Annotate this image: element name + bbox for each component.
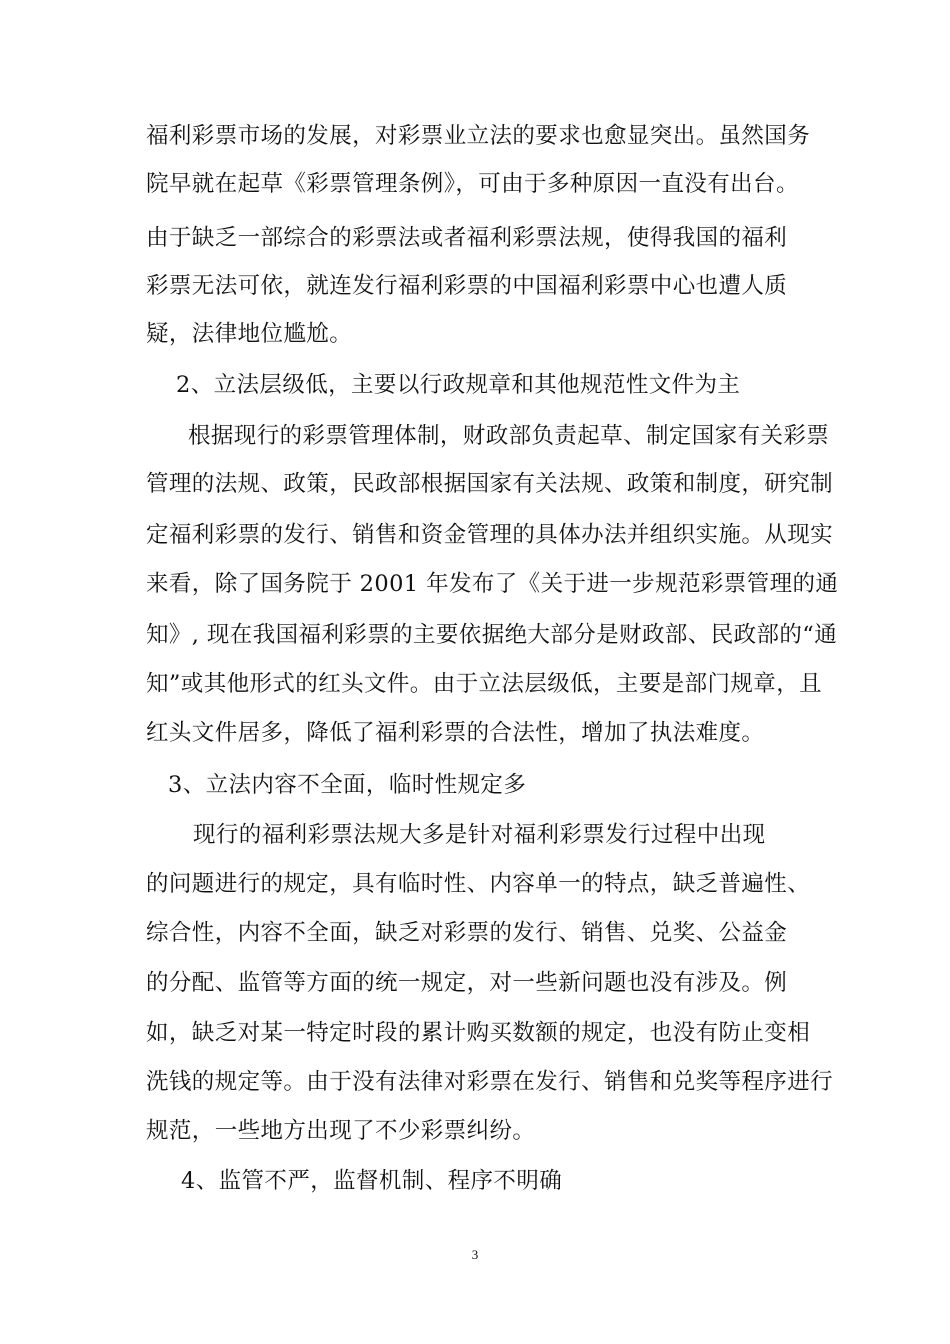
text-line-11: 知》, 现在我国福利彩票的主要依据绝大部分是财政部、民政部的“通 xyxy=(146,622,838,648)
section-heading-2: 2、立法层级低，主要以行政规章和其他规范性文件为主 xyxy=(176,372,741,398)
text-line-2: 院早就在起草《彩票管理条例》，可由于多种原因一直没有出台。 xyxy=(146,171,799,197)
text-line-16: 的问题进行的规定，具有临时性、内容单一的特点，缺乏普遍性、 xyxy=(146,871,811,897)
text-line-18: 的分配、监管等方面的统一规定，对一些新问题也没有涉及。例 xyxy=(146,970,788,996)
text-line-4: 彩票无法可依，就连发行福利彩票的中国福利彩票中心也遭人质 xyxy=(146,273,788,299)
text-line-15: 现行的福利彩票法规大多是针对福利彩票发行过程中出现 xyxy=(193,822,766,848)
section-heading-3: 3、立法内容不全面，临时性规定多 xyxy=(168,772,527,798)
section-heading-4: 4、监管不严，监督机制、程序不明确 xyxy=(181,1168,563,1194)
text-line-17: 综合性，内容不全面，缺乏对彩票的发行、销售、兑奖、公益金 xyxy=(146,920,788,946)
text-line-13: 红头文件居多，降低了福利彩票的合法性，增加了执法难度。 xyxy=(146,720,765,746)
page-number: 3 xyxy=(471,1247,479,1262)
text-line-10: 来看，除了国务院于 2001 年发布了《关于进一步规范彩票管理的通 xyxy=(146,571,839,597)
text-line-3: 由于缺乏一部综合的彩票法或者福利彩票法规，使得我国的福利 xyxy=(146,225,788,251)
text-line-20: 洗钱的规定等。由于没有法律对彩票在发行、销售和兑奖等程序进行 xyxy=(146,1069,834,1095)
text-line-12: 知”或其他形式的红头文件。由于立法层级低，主要是部门规章，且 xyxy=(146,671,823,697)
text-line-9: 定福利彩票的发行、销售和资金管理的具体办法并组织实施。从现实 xyxy=(146,522,834,548)
text-line-5: 疑，法律地位尴尬。 xyxy=(146,321,353,347)
text-line-21: 规范，一些地方出现了不少彩票纠纷。 xyxy=(146,1118,536,1144)
text-line-7: 根据现行的彩票管理体制，财政部负责起草、制定国家有关彩票 xyxy=(188,423,830,449)
text-line-8: 管理的法规、政策，民政部根据国家有关法规、政策和制度，研究制 xyxy=(146,471,834,497)
text-line-19: 如，缺乏对某一特定时段的累计购买数额的规定，也没有防止变相 xyxy=(146,1020,811,1046)
text-line-1: 福利彩票市场的发展，对彩票业立法的要求也愈显突出。虽然国务 xyxy=(146,123,811,149)
